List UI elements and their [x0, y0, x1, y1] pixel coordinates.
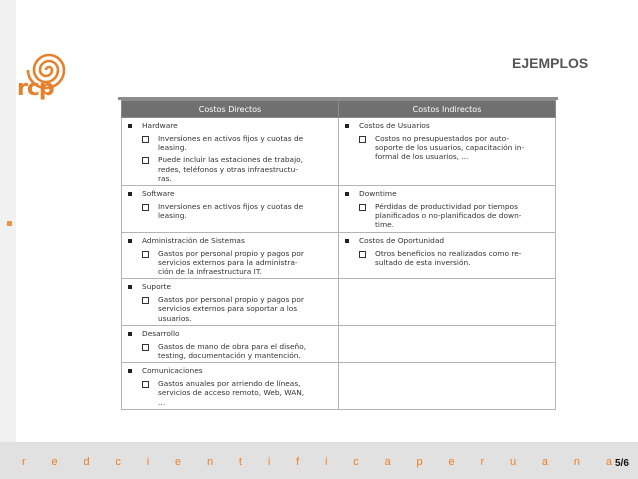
direct-cost-cell — [122, 232, 339, 279]
footer-letter: n — [573, 456, 580, 468]
footer-letter: i — [146, 456, 150, 468]
cost-item — [359, 134, 551, 162]
footer-letter: e — [448, 456, 455, 468]
bullet-icon — [128, 285, 132, 289]
direct-cost-cell — [122, 325, 339, 362]
cost-category-title: Costos de Oportunidad — [359, 235, 445, 245]
checkbox-bullet-icon — [142, 157, 149, 164]
checkbox-bullet-icon — [359, 251, 366, 258]
cost-item — [142, 155, 334, 183]
checkbox-bullet-icon — [359, 136, 366, 143]
checkbox-bullet-icon — [142, 204, 149, 211]
cost-category-title: Hardware — [142, 121, 178, 130]
cost-category — [128, 366, 334, 376]
checkbox-bullet-icon — [142, 297, 149, 304]
footer-letter: f — [296, 456, 300, 468]
cost-item — [142, 134, 334, 152]
cost-category-title: Desarrollo — [142, 328, 180, 338]
table-row — [122, 118, 556, 186]
cost-category-title: Costos de Usuarios — [359, 121, 430, 130]
costs-table — [121, 100, 556, 410]
cost-item — [359, 249, 551, 267]
table-row — [122, 325, 556, 362]
cost-category-title: Administración de Sistemas — [142, 235, 245, 245]
footer-letter: i — [324, 456, 328, 468]
indirect-cost-cell — [339, 186, 556, 233]
cost-item — [359, 202, 551, 230]
cost-item-text: Gastos por personal propio y pagos por servicios externos para soportar a los usuarios. — [158, 295, 304, 323]
cost-item-text: Puede incluir las estaciones de trabajo, redes, teléfonos y otras infraestructu- ras. — [158, 155, 303, 183]
checkbox-bullet-icon — [359, 204, 366, 211]
cost-item — [142, 202, 334, 220]
checkbox-bullet-icon — [142, 381, 149, 388]
footer-letter: u — [509, 456, 517, 468]
footer-letter: t — [238, 456, 242, 468]
cost-item-text: Gastos anuales por arriendo de líneas, servicios de acceso remoto, Web, WAN, ... — [158, 379, 305, 407]
checkbox-bullet-icon — [142, 344, 149, 351]
header-direct-costs: Costos Directos — [122, 101, 339, 118]
cost-category-title: Suporte — [142, 282, 172, 292]
cost-category-title: Software — [142, 189, 175, 199]
footer-letter: e — [51, 456, 58, 468]
cost-item — [142, 295, 334, 323]
footer-letter: a — [541, 456, 549, 468]
cost-category — [128, 236, 334, 246]
cost-item-text: Gastos por personal propio y pagos por servicios externos para la administra- ción de la infraestructura IT. — [158, 248, 304, 277]
footer-letter: p — [416, 456, 423, 468]
page-number: 5/6 — [615, 458, 629, 469]
side-marker — [7, 221, 12, 226]
cost-item-text: Inversiones en activos fijos y cuotas de leasing. — [158, 202, 304, 221]
checkbox-bullet-icon — [142, 136, 149, 143]
checkbox-bullet-icon — [142, 251, 149, 258]
direct-cost-cell — [122, 118, 339, 186]
cost-category — [345, 189, 551, 199]
bullet-icon — [345, 192, 349, 196]
footer-letter: a — [605, 456, 612, 468]
footer-letter: n — [206, 456, 214, 468]
direct-cost-cell — [122, 186, 339, 233]
cost-item — [142, 249, 334, 277]
table-row — [122, 186, 556, 233]
direct-cost-cell — [122, 363, 339, 410]
costs-table-frame — [118, 97, 558, 440]
indirect-cost-cell — [339, 279, 556, 326]
footer-letter: d — [83, 456, 90, 468]
footer-letter: r — [480, 456, 485, 468]
footer-letter: a — [384, 456, 391, 468]
cost-category — [128, 121, 334, 131]
indirect-cost-cell — [339, 118, 556, 186]
cost-item-text: Inversiones en activos fijos y cuotas de leasing. — [158, 134, 304, 153]
bullet-icon — [128, 369, 132, 373]
bullet-icon — [128, 124, 132, 128]
cost-category — [128, 282, 334, 292]
indirect-cost-cell — [339, 363, 556, 410]
cost-category-title: Downtime — [359, 189, 397, 199]
footer-bar — [0, 442, 638, 479]
cost-category — [345, 236, 551, 246]
table-row — [122, 232, 556, 279]
cost-category — [128, 189, 334, 199]
header-indirect-costs: Costos Indirectos — [339, 101, 556, 118]
indirect-cost-cell — [339, 325, 556, 362]
footer-letter: c — [353, 456, 359, 468]
indirect-cost-cell — [339, 232, 556, 279]
bullet-icon — [128, 332, 132, 336]
bullet-icon — [345, 239, 349, 243]
cost-item-text: Otros beneficios no realizados como re- sultado de esta inversión. — [375, 248, 522, 267]
cost-category — [345, 121, 551, 131]
direct-cost-cell — [122, 279, 339, 326]
cost-category — [128, 329, 334, 339]
footer-letter: r — [22, 456, 26, 468]
brand-wordmark: rcp — [17, 76, 54, 101]
bullet-icon — [345, 124, 349, 128]
cost-item — [142, 379, 334, 407]
cost-item-text: Costos no presupuestados por auto- soporte de los usuarios, capacitación in- formal de los usuarios, ... — [375, 134, 525, 162]
footer-letter: i — [267, 456, 271, 468]
cost-item-text: Pérdidas de productividad por tiempos planificados o no-planificados de down- time. — [375, 202, 522, 230]
slide-title: EJEMPLOS — [512, 55, 589, 71]
bullet-icon — [128, 239, 132, 243]
bullet-icon — [128, 192, 132, 196]
cost-item-text: Gastos de mano de obra para el diseño, testing, documentación y mantención. — [158, 341, 307, 361]
cost-item — [142, 342, 334, 360]
footer-letter: e — [175, 456, 182, 468]
footer-tagline — [22, 456, 612, 468]
cost-category-title: Comunicaciones — [142, 366, 203, 376]
table-row — [122, 363, 556, 410]
table-row — [122, 279, 556, 326]
footer-letter: c — [115, 456, 121, 468]
